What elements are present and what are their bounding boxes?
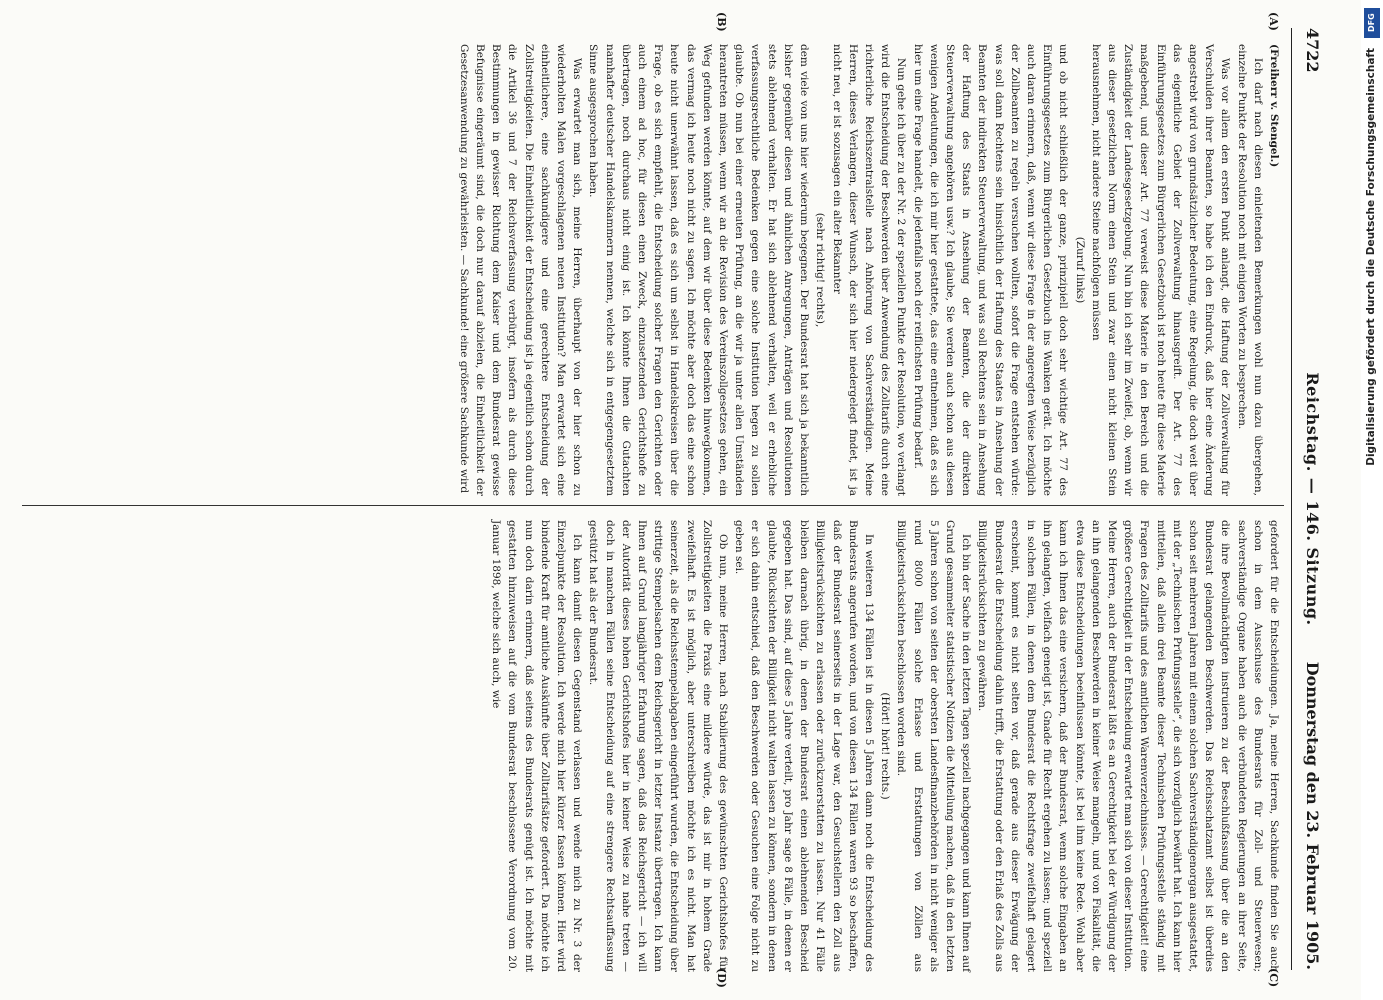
margin-marker-b: (B) xyxy=(715,12,728,32)
paragraph: Ich darf nach diesen einleitenden Bemerkungen wohl nun dazu übergehen, einzelne Punkte der Resolution noch mit einigen Worten zu besprechen. xyxy=(1235,44,1264,496)
interjection: (sehr richtig! rechts), xyxy=(814,212,827,328)
right-column xyxy=(488,520,1282,972)
page-number: 4722 xyxy=(1303,28,1322,73)
digitization-credit: Digitalisierung gefördert durch die Deutsche Forschungsgemeinschaft xyxy=(1365,48,1377,466)
paragraph: Was vor allem den ersten Punkt anlangt, die Haftung der Zollverwaltung für Verschulden ihrer Beamten, so habe ich den Eindruck, daß hier eine Änderung angestrebt wird von grundsätzlicher Bedeutung, eine Regelung, die doch weit über das eigentliche Gebiet der Zollverwaltung hinausgreift. Der Art. 77 des Einführungsgesetzes zum Bürgerlichen Gesetzbuch ist noch heute für diese Materie maßgebend, und dieser Art. 77 verweist diese Materie in den Bereich und die Zuständigkeit der Landesgesetzgebung. Nun bin ich sehr im Zweifel, ob, wenn wir aus dieser gesetzlichen Norm einen Stein und zwar einen nicht kleinen Stein herausnehmen, nicht andere Steine nachfolgen müssen xyxy=(1089,44,1232,496)
dfg-logo: DFG xyxy=(1364,8,1380,38)
paragraph: Ob nun, meine Herren, nach Stabilierung des gewünschten Gerichtshofes für Zollstreitigkeiten die Praxis eine mildere würde, das ist mir in hohem Grade zweifelhaft. Es ist möglich, aber unterschreiben möchte ich es nicht. Man hat seinerzeit, als die Reichsstempelabgaben eingeführt wurden, die Entscheidung über strittige Stempelsachen dem Reichsgericht in letzter Instanz übertragen. Ich kann Ihnen auf Grund langjähriger Erfahrung sagen, daß das Reichsgericht — ich will der Autorität dieses hohen Gerichtshofes hier in keiner Weise zu nahe treten — doch in manchen Fällen seine Entscheidung auf eine strengere Rechtsauffassung gestützt hat als der Bundesrat. xyxy=(587,520,730,972)
paragraph: Was erwartet man sich, meine Herren, überhaupt von der hier schon zu wiederholten Malen vorgeschlagenen neuen Institution? Man erwartet sich eine einheitlichere, eine sachkundigere und eine gerechtere Entscheidung der Zollstreitigkeiten. Die Einheitlichkeit der Entscheidung ist ja eigentlich schon durch die Artikel 36 und 7 der Reichsverfassung verbürgt, insofern als durch diese Bestimmungen in gewisser Richtung dem Kaiser und dem Bundesrat gewisse Befugnisse eingeräumt sind, die doch nur darauf abzielen, die Einheitlichkeit der Gesetzesanwendung zu gewährleisten. — Sachkunde! eine größere Sachkunde wird xyxy=(457,44,584,496)
paragraph: gefordert für die Entscheidungen. Ja, meine Herren, Sachkunde finden Sie auch schon in dem Ausschusse des Bundesrats für Zoll- und Steuerwesen; sachverständige Organe haben auch die verbündeten Regierungen an ihrer Seite, die ihre Bevollmächtigten instruieren zu der Beschlußfassung über die an den Bundesrat gelangenden Beschwerden. Das Reichsschatzamt selbst ist überdies schon seit mehreren Jahren mit einem solchen Sachverständigenorgan ausgestattet, mit der „Technischen Prüfungsstelle“, die sich vorzüglich bewährt hat. Ich kann hier mitteilen, daß allein drei Beamte dieser Technischen Prüfungsstelle ständig mit Fragen des Zolltarifs und des amtlichen Warenverzeichnisses. — Gerechtigkeit! eine größere Gerechtigkeit in der Entscheidung erwartet man sich von dieser Institution. Meine Herren, auch der Bundesrat läßt es an Gerechtigkeit bei der Würdigung der an ihn gelangenden Beschwerden in keiner Weise mangeln, und von Fiskalität, die etwa diese Entscheidungen beeinflussen könnte, ist bei ihm keine Rede. Wohl aber kann ich Ihnen das eine versichern, daß der Bundesrat, wenn solche Eingaben an ihn gelangten, vielfach geneigt ist, Gnade für Recht ergehen zu lassen; und speziell in solchen Fällen, in denen dem Bundesrat die Rechtsfrage zweifelhaft gelagert erscheint, kommt es nicht selten vor, daß gerade aus dieser Erwägung der Bundesrat die Entscheidung dahin trifft, die Erstattung oder den Erlaß des Zolls aus Billigkeitsrücksichten zu gewähren. xyxy=(976,520,1280,972)
interjection: (Hört! hört! rechts.) xyxy=(879,692,892,800)
margin-marker-d: (D) xyxy=(715,968,728,988)
margin-marker-a: (A) xyxy=(1267,12,1280,31)
header-rule xyxy=(1291,28,1292,970)
column-divider xyxy=(22,505,1284,506)
paragraph: Ich bin der Sache in den letzten Tagen speziell nachgegangen und kann Ihnen auf Grund gesammelter statistischer Notizen die Mitteilung machen, daß in den letzten 5 Jahren schon von seiten der obersten Landesfinanzbehörden in nicht weniger als rund 8000 Fällen solche Erlasse und Erstattungen von Zöllen aus Billigkeitsrücksichten beschlossen worden sind. xyxy=(895,520,973,972)
session-date: Donnerstag den 23. Februar 1905. xyxy=(1303,661,1322,970)
left-column xyxy=(456,44,1282,496)
paragraph: Nun gehe ich über zu der Nr. 2 der speziellen Punkte der Resolution, wo verlangt wird die Entscheidung der Beschwerden über Anwendung des Zolltarifs durch eine richterliche Reichszentralstelle nach Anhörung von Sachverständigen. Meine Herren, dieses Verlangen, dieser Wunsch, der sich hier niedergelegt findet, ist ja nicht neu, er ist sozusagen ein alter Bekannter xyxy=(830,44,908,496)
paragraph: In weiteren 134 Fällen ist in diesen 5 Jahren dann noch die Entscheidung des Bundesrats angerufen worden, und von diesen 134 Fällen waren 93 so beschaffen, daß der Bundesrat seinerseits in der Lage war, den Gesuchstellern den Zoll aus Billigkeitsrücksichten zu erlassen oder zurückzuerstatten zu lassen. Nur 41 Fälle bleiben darnach übrig, in denen der Bundesrat einen ablehnenden Bescheid gegeben hat. Das sind, auf diese 5 Jahre verteilt, pro Jahr sage 8 Fälle, in denen er glaubte, Rücksichten der Billigkeit nicht walten lassen zu können, sondern in denen er sich dahin entschied, daß den Beschwerden oder Gesuchen eine Folge nicht zu geben sei. xyxy=(733,520,875,972)
paragraph: dem viele von uns hier wiederum begegnen. Der Bundesrat hat sich ja bekanntlich bisher gegenüber diesen und ähnlichen Anregungen, Anträgen und Resolutionen stets ablehnend verhalten. Er hat sich ablehnend verhalten, weil er erhebliche verfassungsrechtliche Bedenken gegen eine solche Institution hegen zu sollen glaubte. Ob nun bei einer erneuten Prüfung, an die wir ja unter allen Umständen herantreten müssen, wenn wir an die Revision des Vereinszollgesetzes gehen, ein Weg gefunden werden könnte, auf dem wir über diese Bedenken hinwegkommen, das vermag ich heute noch nicht zu sagen. Ich möchte aber doch das eine schon heute nicht unerwähnt lassen, daß es sich um selbst in Handelskreisen über die Frage, ob es sich empfiehlt, die Entscheidung solcher Fragen den Gerichten oder auch einem ad hoc, für diesen einen Zweck, einzusetzenden Gerichtshofe zu übertragen, noch durchaus nicht einig ist. Ich könnte Ihnen die Gutachten namhafter deutscher Handelskammern nennen, welche sich in entgegengesetztem Sinne ausgesprochen haben. xyxy=(587,44,811,496)
running-head xyxy=(1296,28,1322,970)
paragraph: Ich kann damit diesen Gegenstand verlassen und wende mich zu Nr. 3 der Einzelpunkte der Resolution. Ich werde mich hier kürzer fassen können. Hier wird bindende Kraft für amtliche Auskünfte über Zolltarifsätze gefordert. Da möchte ich nun doch darin erinnern, daß seitens des Bundesrats genügt ist. Ich möchte mit gestatten hinzuweisen auf die vom Bundesrat beschlossene Verordnung vom 20. Januar 1898, welche sich auch, wie xyxy=(490,520,584,972)
page-title: Reichstag. — 146. Sitzung. xyxy=(1303,372,1322,626)
margin-marker-c: (C) xyxy=(1267,968,1280,988)
speaker-name: (Freiherr v. Stengel.) xyxy=(1268,44,1280,168)
paragraph: und ob nicht schließlich der ganze, prinzipiell doch sehr wichtige Art. 77 des Einführungsgesetzes zum Bürgerlichen Gesetzbuch ins Wanken gerät. Ich möchte auch daran erinnern, daß, wenn wir diese Frage in der angeregten Weise bezüglich der Zollbeamten zu regeln versuchen wollten, sofort die Frage entstehen würde: was soll dann Rechtens sein hinsichtlich der Haftung des Staates in Ansehung der Beamten der indirekten Steuerverwaltung, und was soll Rechtens sein in Ansehung der Haftung des Staats in Ansehung der Beamten, die der direkten Steuerverwaltung angehören usw.? Ich glaube, Sie werden auch schon aus diesen wenigen Andeutungen, die ich mir hier gestattete, das eine entnehmen, daß es sich hier um eine Frage handelt, die jedenfalls noch der reiflichsten Prüfung bedarf. xyxy=(911,44,1070,496)
interjection: (Zuruf links) xyxy=(1073,236,1086,304)
digitization-credit-bar xyxy=(1361,0,1383,1000)
